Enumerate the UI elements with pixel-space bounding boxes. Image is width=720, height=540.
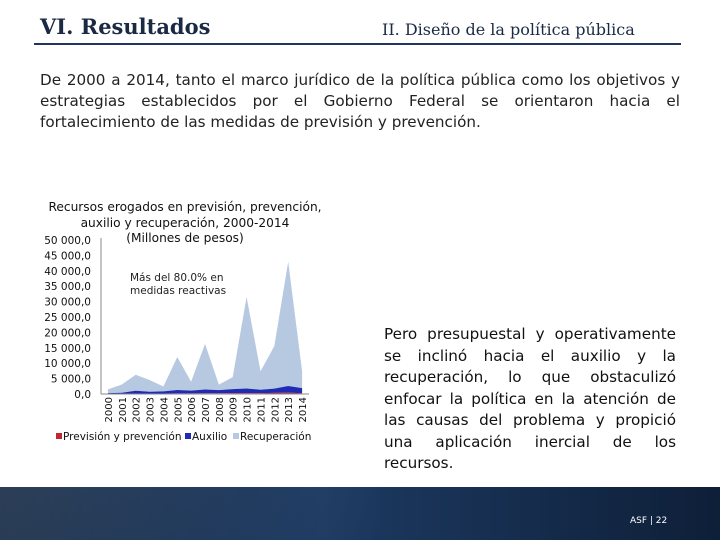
- section-title: VI. Resultados: [40, 14, 211, 39]
- chart-title-line: auxilio y recuperación, 2000-2014: [80, 215, 290, 230]
- legend-label: Recuperación: [240, 431, 312, 443]
- y-tick-label: 45 000,0: [44, 250, 91, 263]
- y-tick-label: 10 000,0: [44, 358, 91, 371]
- y-tick-label: 30 000,0: [44, 296, 91, 309]
- x-tick-label: 2014: [298, 397, 310, 423]
- y-tick-label: 20 000,0: [44, 327, 91, 340]
- y-tick-label: 5 000,0: [50, 373, 91, 386]
- y-tick-label: 25 000,0: [44, 312, 91, 324]
- y-tick-label: 40 000,0: [44, 265, 91, 278]
- x-tick-label: 2004: [159, 397, 171, 423]
- legend-swatch: [185, 433, 191, 439]
- chart-title-line: Recursos erogados en previsión, prevención,: [48, 200, 322, 214]
- x-tick-label: 2003: [145, 397, 157, 423]
- legend-label: Previsión y prevención: [63, 431, 182, 443]
- x-tick-label: 2002: [131, 397, 143, 423]
- x-tick-label: 2009: [228, 397, 240, 423]
- side-paragraph: Pero presupuestal y operativamente se inclinó hacia el auxilio y la recuperación, lo que obstaculizó enfocar la política en la atención de las causas del problema y propició una aplicación inercial de los recursos.: [384, 325, 676, 472]
- chart-annotation: medidas reactivas: [130, 285, 227, 297]
- chart-title-line: (Millones de pesos): [126, 231, 244, 245]
- page-number: ASF | 22: [630, 516, 668, 526]
- y-tick-label: 50 000,0: [44, 235, 91, 247]
- x-tick-label: 2010: [242, 397, 254, 423]
- x-tick-label: 2000: [103, 397, 115, 423]
- chart-annotation: Más del 80.0% en: [130, 272, 224, 284]
- x-tick-label: 2001: [117, 397, 129, 423]
- legend-label: Auxilio: [192, 431, 228, 443]
- x-tick-label: 2007: [201, 397, 212, 423]
- footer-highlight: [0, 487, 380, 540]
- y-tick-label: 35 000,0: [44, 281, 91, 294]
- legend-swatch: [56, 433, 62, 439]
- x-tick-label: 2012: [270, 397, 282, 423]
- x-tick-label: 2013: [284, 397, 296, 423]
- x-tick-label: 2006: [187, 397, 199, 423]
- x-tick-label: 2011: [256, 397, 268, 423]
- subsection-title: II. Diseño de la política pública: [382, 20, 635, 39]
- y-tick-label: 0,0: [74, 389, 91, 401]
- x-tick-label: 2008: [214, 397, 226, 423]
- x-tick-label: 2005: [173, 397, 185, 423]
- y-tick-label: 15 000,0: [44, 342, 91, 355]
- intro-paragraph: De 2000 a 2014, tanto el marco jurídico de la política pública como los objetivos y estrategias establecidos por el Gobierno Federal se orientaron hacia el fortalecimiento de las medidas de previsión y prevención.: [40, 71, 680, 131]
- legend-swatch: [233, 433, 239, 439]
